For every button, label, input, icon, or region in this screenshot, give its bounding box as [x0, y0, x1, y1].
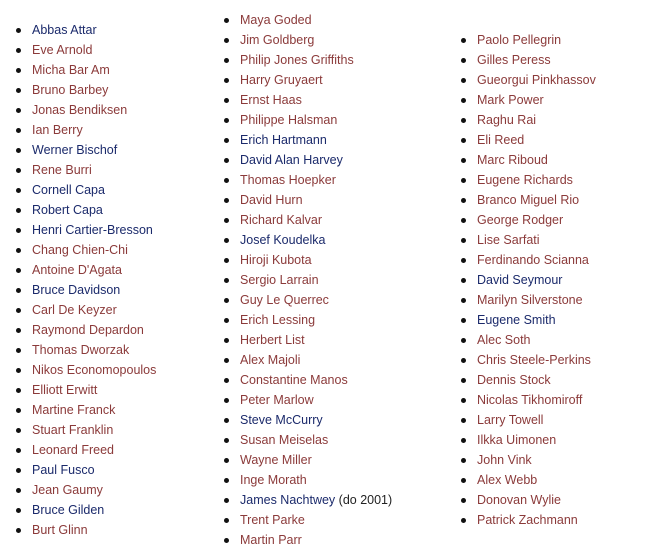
photographer-link[interactable]: Josef Koudelka: [240, 233, 326, 247]
photographer-link[interactable]: David Hurn: [240, 193, 303, 207]
photographer-link[interactable]: Abbas Attar: [32, 23, 97, 37]
photographer-link[interactable]: Dennis Stock: [477, 373, 551, 387]
photographer-list-column-2: [240, 10, 392, 550]
list-item: [477, 230, 596, 250]
list-item: [32, 400, 156, 420]
list-item: [32, 360, 156, 380]
bullet-icon: [461, 58, 466, 63]
list-item: [240, 430, 392, 450]
list-item: [477, 190, 596, 210]
photographer-link[interactable]: Philip Jones Griffiths: [240, 53, 354, 67]
photographer-list-column-3: [477, 30, 596, 530]
photographer-link[interactable]: Steve McCurry: [240, 413, 323, 427]
photographer-link[interactable]: Alex Majoli: [240, 353, 301, 367]
photographer-link[interactable]: Susan Meiselas: [240, 433, 329, 447]
photographer-link[interactable]: Larry Towell: [477, 413, 544, 427]
photographer-link[interactable]: Stuart Franklin: [32, 423, 114, 437]
list-item: [240, 470, 392, 490]
photographer-link[interactable]: Raymond Depardon: [32, 323, 144, 337]
list-item: [32, 160, 156, 180]
list-item: [32, 380, 156, 400]
bullet-icon: [16, 308, 21, 313]
photographer-link[interactable]: Jim Goldberg: [240, 33, 315, 47]
photographer-link[interactable]: Burt Glinn: [32, 523, 88, 537]
list-item: [477, 350, 596, 370]
bullet-icon: [16, 488, 21, 493]
bullet-icon: [461, 378, 466, 383]
photographer-link[interactable]: Henri Cartier-Bresson: [32, 223, 153, 237]
bullet-icon: [16, 128, 21, 133]
bullet-icon: [461, 258, 466, 263]
bullet-icon: [224, 538, 229, 543]
list-item: [477, 110, 596, 130]
photographer-link[interactable]: Erich Lessing: [240, 313, 316, 327]
list-item: [240, 510, 392, 530]
list-item: [477, 30, 596, 50]
photographer-link[interactable]: Leonard Freed: [32, 443, 115, 457]
list-item: [32, 280, 156, 300]
bullet-icon: [461, 118, 466, 123]
photographer-link[interactable]: Inge Morath: [240, 473, 307, 487]
bullet-icon: [16, 48, 21, 53]
list-item: [240, 410, 392, 430]
photographer-link[interactable]: Eugene Richards: [477, 173, 573, 187]
photographer-link[interactable]: Constantine Manos: [240, 373, 348, 387]
bullet-icon: [224, 438, 229, 443]
list-item: [32, 340, 156, 360]
bullet-icon: [461, 518, 466, 523]
bullet-icon: [16, 168, 21, 173]
photographer-link[interactable]: Marilyn Silverstone: [477, 293, 583, 307]
list-item: [32, 320, 156, 340]
bullet-icon: [224, 238, 229, 243]
photographer-link[interactable]: Werner Bischof: [32, 143, 118, 157]
list-item: [32, 460, 156, 480]
bullet-icon: [224, 158, 229, 163]
photographer-link[interactable]: Chang Chien-Chi: [32, 243, 128, 257]
photographer-link[interactable]: Robert Capa: [32, 203, 103, 217]
photographer-link[interactable]: David Alan Harvey: [240, 153, 343, 167]
photographer-link[interactable]: Bruce Gilden: [32, 503, 105, 517]
bullet-icon: [16, 408, 21, 413]
bullet-icon: [224, 418, 229, 423]
list-item: [477, 210, 596, 230]
photographer-link[interactable]: Alec Soth: [477, 333, 531, 347]
bullet-icon: [461, 298, 466, 303]
list-item: [477, 470, 596, 490]
photographer-link[interactable]: Erich Hartmann: [240, 133, 327, 147]
bullet-icon: [16, 68, 21, 73]
bullet-icon: [16, 368, 21, 373]
bullet-icon: [16, 388, 21, 393]
list-item: [240, 270, 392, 290]
list-item: [240, 110, 392, 130]
photographer-link[interactable]: George Rodger: [477, 213, 564, 227]
bullet-icon: [461, 498, 466, 503]
list-item: [240, 230, 392, 250]
list-item: [477, 330, 596, 350]
bullet-icon: [224, 118, 229, 123]
bullet-icon: [224, 398, 229, 403]
bullet-icon: [461, 138, 466, 143]
list-item: [32, 20, 156, 40]
list-item: [240, 490, 392, 510]
list-item: [477, 50, 596, 70]
photographer-link[interactable]: Thomas Dworzak: [32, 343, 130, 357]
photographer-link[interactable]: Nikos Economopoulos: [32, 363, 157, 377]
list-item: [32, 180, 156, 200]
list-item: [240, 50, 392, 70]
list-item: [240, 250, 392, 270]
photographer-link[interactable]: Bruce Davidson: [32, 283, 121, 297]
bullet-icon: [16, 528, 21, 533]
bullet-icon: [461, 438, 466, 443]
bullet-icon: [224, 378, 229, 383]
bullet-icon: [224, 138, 229, 143]
list-item: [477, 270, 596, 290]
bullet-icon: [224, 518, 229, 523]
photographer-link[interactable]: Lise Sarfati: [477, 233, 540, 247]
bullet-icon: [16, 248, 21, 253]
list-item: [240, 370, 392, 390]
bullet-icon: [461, 178, 466, 183]
list-item: [477, 450, 596, 470]
bullet-icon: [16, 88, 21, 93]
list-item: [477, 250, 596, 270]
bullet-icon: [461, 238, 466, 243]
photographer-link[interactable]: Eve Arnold: [32, 43, 93, 57]
photographer-link[interactable]: Sergio Larrain: [240, 273, 319, 287]
bullet-icon: [16, 28, 21, 33]
photographer-link[interactable]: Ian Berry: [32, 123, 83, 137]
list-item: [32, 500, 156, 520]
list-item: [477, 150, 596, 170]
bullet-icon: [461, 78, 466, 83]
bullet-icon: [224, 318, 229, 323]
photographer-link[interactable]: Micha Bar Am: [32, 63, 110, 77]
photographer-link[interactable]: Ilkka Uimonen: [477, 433, 557, 447]
bullet-icon: [461, 158, 466, 163]
list-item: [240, 150, 392, 170]
bullet-icon: [461, 478, 466, 483]
list-item: [32, 100, 156, 120]
bullet-icon: [224, 218, 229, 223]
list-item: [477, 310, 596, 330]
bullet-icon: [224, 458, 229, 463]
list-item: [32, 240, 156, 260]
photographer-link[interactable]: Philippe Halsman: [240, 113, 338, 127]
list-item: [240, 330, 392, 350]
photographer-link[interactable]: Martin Parr: [240, 533, 302, 547]
photographer-link[interactable]: Wayne Miller: [240, 453, 312, 467]
photographer-link[interactable]: Antoine D'Agata: [32, 263, 122, 277]
bullet-icon: [16, 108, 21, 113]
photographer-link[interactable]: Gueorgui Pinkhassov: [477, 73, 596, 87]
photographer-link[interactable]: Hiroji Kubota: [240, 253, 312, 267]
photographer-link[interactable]: Harry Gruyaert: [240, 73, 323, 87]
list-item: [477, 70, 596, 90]
list-item: [32, 440, 156, 460]
list-item: [32, 40, 156, 60]
list-item: [240, 310, 392, 330]
bullet-icon: [224, 38, 229, 43]
photographer-note: (do 2001): [335, 493, 393, 507]
bullet-icon: [16, 348, 21, 353]
photographer-link[interactable]: Herbert List: [240, 333, 305, 347]
photographer-link[interactable]: Trent Parke: [240, 513, 305, 527]
list-item: [240, 290, 392, 310]
list-item: [240, 70, 392, 90]
bullet-icon: [16, 508, 21, 513]
photographer-link[interactable]: Paolo Pellegrin: [477, 33, 562, 47]
bullet-icon: [16, 208, 21, 213]
photographer-link[interactable]: Richard Kalvar: [240, 213, 322, 227]
list-item: [477, 510, 596, 530]
photographer-link[interactable]: Raghu Rai: [477, 113, 537, 127]
list-item: [477, 170, 596, 190]
list-item: [477, 390, 596, 410]
bullet-icon: [224, 18, 229, 23]
bullet-icon: [461, 338, 466, 343]
list-item: [477, 430, 596, 450]
photographer-link[interactable]: Cornell Capa: [32, 183, 105, 197]
list-item: [32, 140, 156, 160]
photographer-link[interactable]: John Vink: [477, 453, 532, 467]
photographer-link[interactable]: Eli Reed: [477, 133, 525, 147]
bullet-icon: [461, 98, 466, 103]
list-item: [477, 410, 596, 430]
bullet-icon: [16, 428, 21, 433]
bullet-icon: [224, 98, 229, 103]
photographer-link[interactable]: Elliott Erwitt: [32, 383, 98, 397]
photographer-link[interactable]: Jean Gaumy: [32, 483, 103, 497]
bullet-icon: [16, 268, 21, 273]
bullet-icon: [461, 398, 466, 403]
bullet-icon: [16, 148, 21, 153]
photographer-link[interactable]: Marc Riboud: [477, 153, 548, 167]
bullet-icon: [224, 258, 229, 263]
photographer-link[interactable]: Carl De Keyzer: [32, 303, 117, 317]
list-item: [240, 350, 392, 370]
photographer-link[interactable]: Nicolas Tikhomiroff: [477, 393, 583, 407]
list-item: [32, 520, 156, 540]
photographer-link[interactable]: Maya Goded: [240, 13, 312, 27]
bullet-icon: [224, 498, 229, 503]
photographer-link[interactable]: Paul Fusco: [32, 463, 95, 477]
list-item: [32, 200, 156, 220]
photographer-link[interactable]: Rene Burri: [32, 163, 92, 177]
list-item: [240, 170, 392, 190]
bullet-icon: [16, 448, 21, 453]
list-item: [32, 260, 156, 280]
list-item: [477, 490, 596, 510]
bullet-icon: [224, 278, 229, 283]
photographer-link[interactable]: Peter Marlow: [240, 393, 314, 407]
list-item: [240, 390, 392, 410]
bullet-icon: [16, 288, 21, 293]
photographer-link[interactable]: Branco Miguel Rio: [477, 193, 580, 207]
list-item: [240, 30, 392, 50]
photographer-link[interactable]: Jonas Bendiksen: [32, 103, 128, 117]
list-item: [240, 130, 392, 150]
bullet-icon: [16, 188, 21, 193]
bullet-icon: [461, 38, 466, 43]
bullet-icon: [461, 318, 466, 323]
list-item: [477, 370, 596, 390]
list-item: [477, 90, 596, 110]
list-item: [32, 420, 156, 440]
photographer-link[interactable]: Chris Steele-Perkins: [477, 353, 591, 367]
list-item: [477, 290, 596, 310]
photographer-link[interactable]: Ernst Haas: [240, 93, 302, 107]
bullet-icon: [16, 468, 21, 473]
photographer-list-column-1: [32, 20, 156, 540]
bullet-icon: [461, 218, 466, 223]
bullet-icon: [16, 328, 21, 333]
list-item: [32, 220, 156, 240]
bullet-icon: [224, 178, 229, 183]
bullet-icon: [461, 458, 466, 463]
list-item: [240, 10, 392, 30]
photographer-link[interactable]: Thomas Hoepker: [240, 173, 336, 187]
bullet-icon: [224, 298, 229, 303]
photographer-link[interactable]: Ferdinando Scianna: [477, 253, 589, 267]
bullet-icon: [16, 228, 21, 233]
list-item: [32, 60, 156, 80]
photographer-link[interactable]: Eugene Smith: [477, 313, 556, 327]
photographer-link[interactable]: Gilles Peress: [477, 53, 551, 67]
list-item: [240, 210, 392, 230]
list-item: [32, 120, 156, 140]
list-item: [240, 530, 392, 550]
photographer-link[interactable]: Alex Webb: [477, 473, 538, 487]
bullet-icon: [461, 358, 466, 363]
bullet-icon: [224, 198, 229, 203]
photographer-link[interactable]: Bruno Barbey: [32, 83, 109, 97]
photographer-link[interactable]: Martine Franck: [32, 403, 116, 417]
bullet-icon: [461, 198, 466, 203]
list-item: [477, 130, 596, 150]
list-item: [240, 450, 392, 470]
list-item: [240, 90, 392, 110]
bullet-icon: [224, 58, 229, 63]
list-item: [240, 190, 392, 210]
list-item: [32, 300, 156, 320]
photographer-link[interactable]: James Nachtwey: [240, 493, 336, 507]
bullet-icon: [224, 478, 229, 483]
photographer-link[interactable]: Guy Le Querrec: [240, 293, 329, 307]
list-item: [32, 80, 156, 100]
bullet-icon: [461, 418, 466, 423]
bullet-icon: [224, 358, 229, 363]
bullet-icon: [224, 338, 229, 343]
photographer-link[interactable]: David Seymour: [477, 273, 563, 287]
photographer-link[interactable]: Donovan Wylie: [477, 493, 561, 507]
list-item: [32, 480, 156, 500]
bullet-icon: [224, 78, 229, 83]
bullet-icon: [461, 278, 466, 283]
photographer-link[interactable]: Patrick Zachmann: [477, 513, 578, 527]
photographer-link[interactable]: Mark Power: [477, 93, 544, 107]
